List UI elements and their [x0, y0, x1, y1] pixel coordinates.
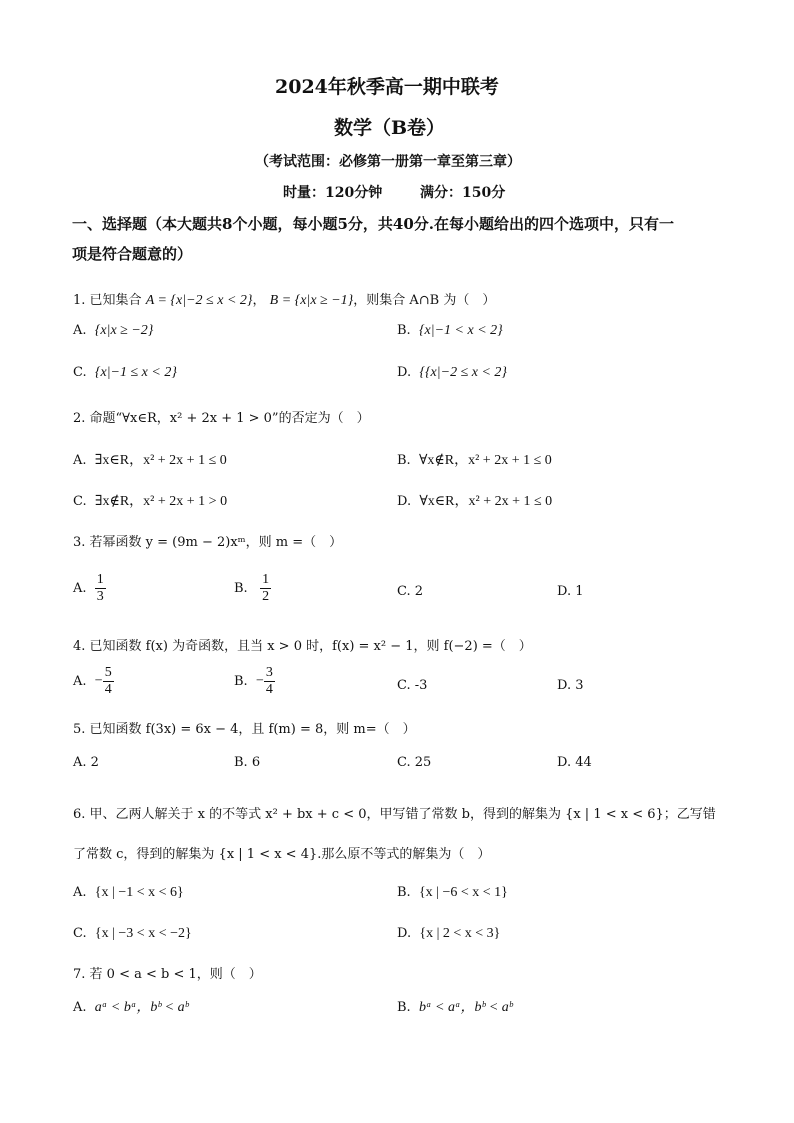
q1-set-a: A = {x|−2 ≤ x < 2}: [145, 293, 253, 308]
option-label: B.: [234, 674, 248, 689]
q6-option-d[interactable]: [397, 926, 500, 942]
q2-option-b[interactable]: [397, 449, 552, 469]
section-heading-line2: 项是符合题意的）: [72, 245, 193, 263]
question-5-stem: 5. 已知函数 f(3x) = 6x − 4，且 f(m) = 8，则 m=（ ）: [73, 722, 416, 737]
option-text: bᵃ < aᵃ，bᵇ < aᵇ: [418, 1000, 513, 1015]
question-4-stem: 4. 已知函数 f(x) 为奇函数，且当 x > 0 时，f(x) = x² − 1，则 f(−2) =（ ）: [73, 639, 532, 654]
question-7-stem: 7. 若 0 < a < b < 1，则（ ）: [73, 967, 262, 982]
q6-option-b[interactable]: [397, 885, 508, 901]
q1-option-b[interactable]: [397, 323, 503, 339]
option-text: {x | 2 < x < 3}: [419, 926, 501, 941]
question-3-stem: 3. 若幂函数 y = (9m − 2)xᵐ，则 m =（ ）: [73, 535, 343, 550]
option-label: D.: [397, 494, 412, 509]
option-label: A.: [73, 453, 87, 468]
q3-option-a[interactable]: [73, 572, 106, 605]
option-text: {x|x ≥ −2}: [94, 323, 154, 338]
option-text: ∀x∈R，x² + 2x + 1 ≤ 0: [419, 494, 553, 509]
option-text: {x | −3 < x < −2}: [94, 926, 192, 941]
fraction: $\frac{5}{4}$: [104, 665, 112, 697]
option-label: C.: [73, 365, 87, 380]
exam-time: 时量：120分钟: [283, 185, 383, 201]
question-6-line1: 6. 甲、乙两人解关于 x 的不等式 x² + bx + c < 0，甲写错了常数 b，得到的解集为 {x | 1 < x < 6}；乙写错: [73, 807, 716, 822]
exam-scope: （考试范围：必修第一册第一章至第三章）: [255, 154, 521, 170]
q3-option-d[interactable]: D. 1: [557, 584, 584, 599]
q3-option-b[interactable]: [234, 572, 271, 605]
q3-option-c[interactable]: C. 2: [397, 584, 424, 599]
q5-option-c[interactable]: C. 25: [397, 755, 432, 770]
q1-option-a[interactable]: [73, 323, 153, 339]
option-label: D.: [397, 926, 412, 941]
q2-option-a[interactable]: [73, 449, 227, 469]
q1-stem-start: 1. 已知集合: [73, 293, 142, 308]
option-label: C.: [73, 494, 87, 509]
option-label: B.: [397, 885, 411, 900]
question-1-stem: [73, 289, 495, 309]
question-6-line2: 了常数 c，得到的解集为 {x | 1 < x < 4}.那么原不等式的解集为（ ）: [73, 847, 491, 862]
option-text: aᵃ < bᵃ，bᵇ < aᵇ: [94, 1000, 189, 1015]
q4-option-a[interactable]: [73, 665, 114, 698]
option-text: {{x|−2 ≤ x < 2}: [419, 365, 508, 380]
option-text: {x | −1 < x < 6}: [94, 885, 184, 900]
option-text: {x|−1 ≤ x < 2}: [94, 365, 177, 380]
option-label: C.: [73, 926, 87, 941]
option-label: A.: [73, 1000, 87, 1015]
q1-option-d[interactable]: [397, 365, 507, 381]
option-text: ∀x∉R，x² + 2x + 1 ≤ 0: [418, 453, 552, 468]
minus-sign: −: [255, 673, 264, 689]
q4-option-c[interactable]: C. -3: [397, 678, 428, 693]
option-label: A.: [73, 323, 87, 338]
q6-option-a[interactable]: [73, 885, 184, 901]
minus-sign: −: [94, 673, 103, 689]
q5-option-d[interactable]: D. 44: [557, 755, 592, 770]
q1-set-b: B = {x|x ≥ −1}: [269, 293, 354, 308]
q1-stem-end: ，则集合 A∩B 为（ ）: [353, 293, 496, 308]
q6-option-c[interactable]: [73, 926, 192, 942]
option-text: {x | −6 < x < 1}: [418, 885, 508, 900]
fraction: $\frac{1}{2}$: [262, 572, 270, 604]
option-text: {x|−1 < x < 2}: [418, 323, 503, 338]
option-label: A.: [73, 674, 87, 689]
q7-option-a[interactable]: [73, 996, 188, 1016]
exam-title: 2024年秋季高一期中联考: [275, 76, 499, 98]
q7-option-b[interactable]: [397, 996, 513, 1016]
fraction: $\frac{3}{4}$: [265, 665, 273, 697]
option-text: ∃x∈R，x² + 2x + 1 ≤ 0: [94, 453, 227, 468]
option-label: B.: [397, 453, 411, 468]
q4-option-b[interactable]: [234, 665, 275, 698]
fraction: $\frac{1}{3}$: [96, 572, 104, 604]
exam-score: 满分：150分: [420, 185, 506, 201]
q5-option-b[interactable]: B. 6: [234, 755, 261, 770]
option-label: D.: [397, 365, 412, 380]
option-label: B.: [397, 323, 411, 338]
q1-option-c[interactable]: [73, 365, 177, 381]
subject-title: 数学（B卷）: [334, 117, 446, 139]
q1-comma: ，: [252, 293, 266, 308]
q2-option-c[interactable]: [73, 490, 227, 510]
q5-option-a[interactable]: A. 2: [73, 755, 99, 770]
q4-option-d[interactable]: D. 3: [557, 678, 584, 693]
option-label: B.: [234, 581, 248, 596]
section-heading-line1: 一、选择题（本大题共8个小题，每小题5分，共40分.在每小题给出的四个选项中，只有一: [72, 215, 674, 233]
question-2-stem: 2. 命题“∀x∈R，x² + 2x + 1 > 0”的否定为（ ）: [73, 411, 370, 426]
q2-option-d[interactable]: [397, 490, 552, 510]
option-label: B.: [397, 1000, 411, 1015]
option-label: A.: [73, 581, 87, 596]
option-label: A.: [73, 885, 87, 900]
option-text: ∃x∉R，x² + 2x + 1 > 0: [94, 494, 228, 509]
